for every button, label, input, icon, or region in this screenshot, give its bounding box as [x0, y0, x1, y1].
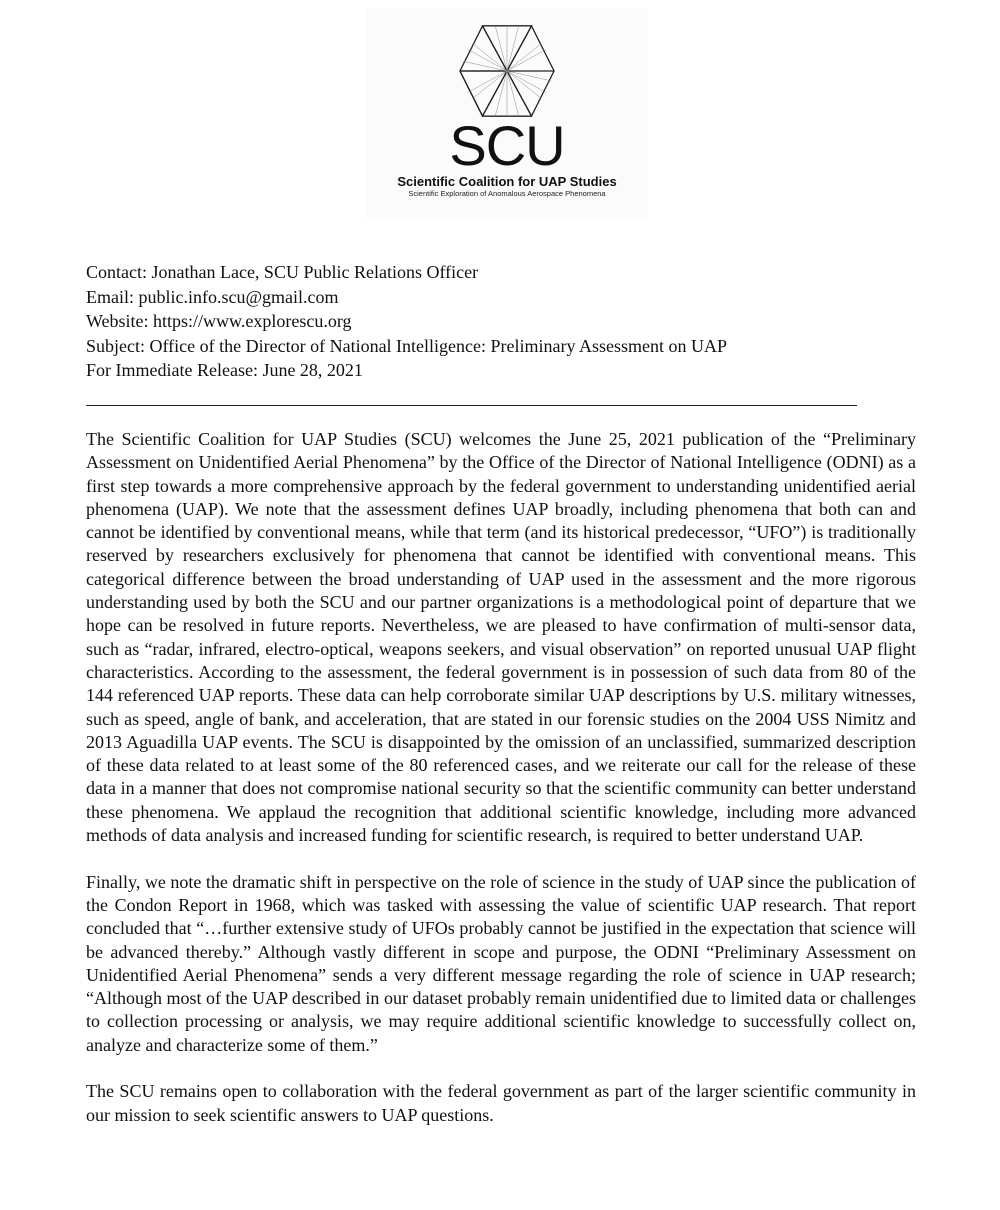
press-release-header	[86, 260, 926, 383]
scu-logo	[366, 8, 648, 220]
body-paragraph-3: The SCU remains open to collaboration with the federal government as part of the larger scientific community in our mission to seek scientific answers to UAP questions.	[86, 1081, 916, 1125]
contact-line: Contact: Jonathan Lace, SCU Public Relations Officer	[86, 262, 479, 282]
subject-line: Subject: Office of the Director of National Intelligence: Preliminary Assessment on UAP	[86, 335, 728, 356]
logo-organization-name: Scientific Coalition for UAP Studies	[397, 174, 617, 189]
press-release-body	[86, 428, 916, 1150]
logo-abbreviation: SCU	[449, 114, 565, 177]
logo-tagline: Scientific Exploration of Anomalous Aerospace Phenomena	[408, 189, 606, 198]
body-paragraph-2: Finally, we note the dramatic shift in perspective on the role of science in the study of UAP since the publication of the Condon Report in 1968, which was tasked with assessing the value of scientific UAP research. That report concluded that “…further extensive study of UFOs probably cannot be justified in the expectation that science will be advanced thereby.” Although vastly different in scope and purpose, the ODNI “Preliminary Assessment on Unidentified Aerial Phenomena” sends a very different message regarding the role of science in UAP research; “Although most of the UAP described in our dataset probably remain unidentified due to limited data or challenges to collection processing or analysis, we may require additional scientific knowledge to successfully collect on, analyze and characterize some of them.”	[86, 871, 916, 1055]
body-paragraph-1: The Scientific Coalition for UAP Studies (SCU) welcomes the June 25, 2021 publication of the “Preliminary Assessment on Unidentified Aerial Phenomena” by the Office of the Director of National Intelligence (ODNI) as a first step towards a more comprehensive approach by the federal government to understanding unidentified aerial phenomena (UAP). We note that the assessment defines UAP broadly, including phenomena that both can and cannot be identified by conventional means, while that term (and its historical predecessor, “UFO”) is traditionally reserved by researchers exclusively for phenomena that cannot be identified with conventional means. This categorical difference between the broad understanding of UAP used in the assessment and the more rigorous understanding used by both the SCU and our partner organizations is a methodological point of departure that we hope can be resolved in future reports. Nevertheless, we are pleased to have confirmation of multi-sensor data, such as “radar, infrared, electro-optical, weapons seekers, and visual observation” on reported unusual UAP flight characteristics. According to the assessment, the federal government is in possession of such data from 80 of the 144 referenced UAP reports. These data can help corroborate similar UAP descriptions by U.S. military witnesses, such as speed, angle of bank, and acceleration, that are stated in our forensic studies on the 2004 USS Nimitz and 2013 Aguadilla UAP events. The SCU is disappointed by the omission of an unclassified, summarized description of these data related to at least some of the 80 referenced cases, and we reiterate our call for the release of these data in a manner that does not compromise national security so that the scientific community can better understand these phenomena. We applaud the recognition that additional scientific knowledge, including more advanced methods of data analysis and increased funding for scientific research, is required to better understand UAP.	[86, 429, 916, 846]
hexagon-emblem-icon	[458, 22, 556, 120]
email-line: Email: public.info.scu@gmail.com	[86, 286, 339, 307]
header-divider	[86, 405, 857, 406]
release-date-line: For Immediate Release: June 28, 2021	[86, 360, 363, 381]
website-line: Website: https://www.explorescu.org	[86, 311, 352, 332]
